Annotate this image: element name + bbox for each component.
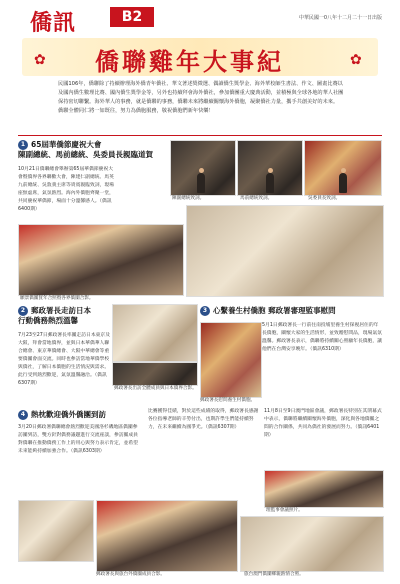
section-title: 心繫養生村僑胞	[213, 306, 266, 315]
intro-text: 民國106年，僑聯除了持續辦理海外僑青年僑社、華文著述獎徵選、偶讀僑生獎學金、海外華校師生書法、作文、圖畫比賽以及國內僑生數理比賽、國內僑生獎學金等，另外也持續拜會海外僑社，參加僑團重大慶典活動，並積極與全球各地的華人社團保持密切聯繫。海外華人的事務，就是僑聯的事務，僑聯未來將繼續關懷海外僑胞，凝聚僑社力量，攜手共創美好的未來。	[58, 81, 344, 105]
photo-gathering-section-1	[186, 205, 384, 297]
section-3-body: 5月1日郵政署長一行前往南投埔里養生村探視居住的年長僑胞，關懷大家的生活情形，並致贈慰問品，現場氣氛溫馨。郵政署長表示，僑聯將持續關心照顧年長僑胞，讓他們在台灣安享晚年。（僑訊6310期）	[262, 323, 382, 352]
photo-small-group	[18, 500, 94, 562]
section-number: 1	[18, 140, 28, 150]
section-1-heading	[18, 140, 168, 160]
person-figure	[339, 173, 347, 193]
page-header	[0, 0, 400, 34]
section-2-heading	[18, 306, 118, 326]
photo-caption: 理監事會議照片。	[266, 508, 303, 513]
photo-council-meeting	[264, 470, 384, 508]
photo-caption: 陳副總統致詞。	[172, 196, 205, 201]
rooster-decoration-icon: ✿	[34, 52, 46, 68]
section-divider	[18, 135, 382, 136]
photo-japan-group	[112, 304, 198, 362]
section-title: 郵政署長走訪日本	[31, 306, 91, 315]
section-4-heading	[18, 410, 158, 420]
photo-group-section-1	[18, 224, 184, 296]
section-1-body: 10月21日僑聯總會舉辦第65屆華僑節慶祝大會暨僑界各界聯歡大會，陳建仁副總統、馬英九前總統、吳敦義主席等貴賓親臨致詞，現場座無虛席，氣氛熱烈。海內外僑胞齊聚一堂，共同慶祝華僑節，場面十分溫馨感人。（僑訊6400期）	[18, 167, 114, 212]
photo-caption: 旅台澳門僑團鄉親熱情合照。	[244, 572, 304, 577]
photo-caption: 馬前總統致詞。	[240, 196, 273, 201]
section-number: 2	[18, 306, 28, 316]
section-number: 4	[18, 410, 28, 420]
photo-macau-group	[240, 516, 384, 572]
photo-caption: 郵政署長與旅台外僑團成員合影。	[96, 572, 165, 577]
photo-chairman	[304, 140, 382, 196]
section-4-body: 3月20日郵政署僑聯總會熱烈歡迎美國洛杉磯地區僑團參訪團到訪，雙方針對僑務議題進行交流座談，參訪團成員對僑聯在推動僑務工作上的用心與努力表示肯定，並希望未來能夠持續加強合作。（僑訊6303期）	[18, 425, 138, 454]
photo-caption: 願景僑團賀年合照暨各界僑團合影。	[20, 296, 94, 301]
photo-caption: 郵政署長出訪全體成員與日本僑界合影。	[114, 386, 197, 391]
photo-former-president	[237, 140, 303, 196]
photo-japan-meeting	[112, 362, 198, 386]
person-figure	[197, 173, 205, 193]
section-subtitle: 陳副總統、馬前總統、吳委員長親臨道賀	[18, 150, 153, 159]
section-title: 熱枕歡迎僑外僑團到訪	[31, 410, 106, 419]
photo-elder-visit	[200, 322, 262, 398]
rooster-decoration-icon: ✿	[350, 52, 362, 68]
right-column-body-1: 比賽獲得佳績，對於這些成績的取得，郵政署長感謝各位指導老師的辛勞付出，也期許學生們能持續努力，在未來繼續為國爭光。（僑訊6307期）	[148, 409, 259, 430]
photo-caption: 郵政署長慰問養生村僑胞。	[200, 398, 256, 403]
photo-caption: 吳委員長致詞。	[308, 196, 341, 201]
section-badge: B2	[110, 7, 154, 27]
photo-delegation-group	[96, 500, 238, 572]
issue-date: 中華民國一0八年十二月二十一日出版	[298, 15, 382, 21]
section-3-heading	[200, 306, 380, 316]
section-subtitle: 郵政署審理監事慰問	[268, 306, 336, 315]
intro-paragraph	[58, 80, 348, 116]
section-number: 3	[200, 306, 210, 316]
section-2-body: 7月23至27日郵政署長率團走訪日本東京及大阪，拜會當地僑界，並與日本華僑華人聯合總會、東京華僑總會、大阪中華總會等重要僑團會面交流。同時也參訪當地華僑學校與僑社，了解日本僑胞的生活情況與需求。此行受到熱烈歡迎，氣氛溫馨融洽。（僑訊6307期）	[18, 333, 110, 386]
intro-closing: 僑聯全體同仁將一如既往，努力為僑胞服務，敬祝僑胞們新年快樂！	[58, 108, 214, 114]
newspaper-logo: 僑訊	[30, 10, 77, 36]
section-title: 65屆華僑節慶祝大會	[31, 140, 102, 149]
person-figure	[266, 173, 274, 193]
section-subtitle: 行動僑務熱烈溫馨	[18, 316, 78, 325]
photo-vice-president	[170, 140, 236, 196]
right-column-body-2: 11月8日至9日澳門地區會議，郵政署長特別在其閉幕式中表示，僑聯將繼續關懷海外僑胞，深化與各地僑團之間的合作關係，共同為僑社的發展而努力。（僑訊6401期）	[264, 409, 382, 438]
banner-title: 僑聯雞年大事紀	[95, 47, 284, 76]
